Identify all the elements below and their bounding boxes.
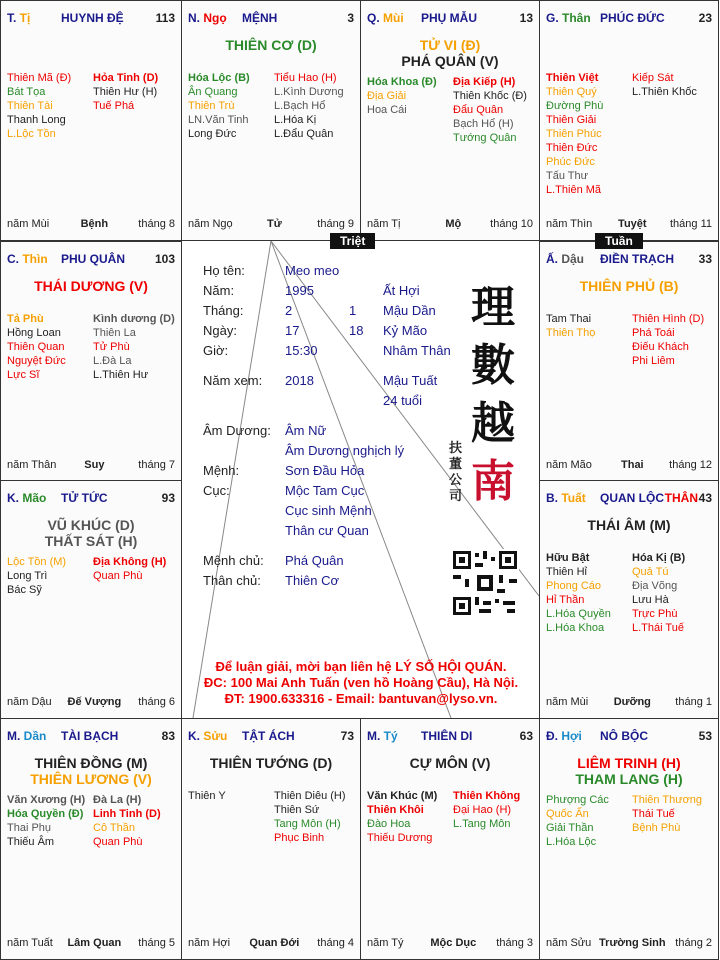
star-column-right — [453, 75, 527, 145]
palace-position: G. Thân — [546, 11, 591, 25]
minor-star: L.Hóa Kị — [274, 114, 317, 126]
palace-year: năm Mùi — [7, 218, 50, 230]
view-year-value: 2018 — [285, 373, 314, 388]
palace-position: Q. Mùi — [367, 11, 404, 25]
star-column-right — [93, 312, 175, 382]
minor-star: Địa Kiếp (H) — [453, 76, 516, 88]
star-column-left — [546, 551, 611, 635]
minor-star: Phi Liêm — [632, 355, 675, 367]
minor-star: L.Thiên Hư — [93, 369, 149, 381]
star-column-right — [632, 71, 697, 99]
palace-year: năm Hợi — [188, 937, 231, 949]
minor-star: Địa Không (H) — [93, 556, 167, 568]
palace-cell-than — [539, 0, 719, 241]
star-column-right — [274, 789, 346, 845]
minor-star: Thiên Phúc — [546, 128, 602, 140]
month-label: Tháng: — [203, 303, 244, 318]
main-star: THIÊN CƠ (D) — [225, 37, 317, 53]
main-star: THÁI DƯƠNG (V) — [34, 278, 148, 294]
minor-star: Thiếu Dương — [367, 832, 433, 844]
palace-footer — [546, 459, 712, 473]
palace-month: tháng 2 — [675, 937, 712, 949]
year-value: 1995 — [285, 283, 314, 298]
life-stage: Thai — [621, 459, 644, 471]
palace-footer — [7, 937, 175, 951]
life-stage: Dưỡng — [613, 696, 651, 708]
minor-star: Thanh Long — [7, 114, 66, 126]
minor-star: Thiên Hư (H) — [93, 86, 158, 98]
palace-name: NÔ BỘC — [600, 729, 648, 743]
minor-star: Tam Thai — [546, 313, 592, 325]
palace-month: tháng 6 — [138, 696, 175, 708]
lunar-month: 1 — [349, 303, 357, 318]
menh-chu-label: Mệnh chủ: — [203, 553, 264, 568]
palace-name: TỬ TỨC — [61, 491, 108, 505]
minor-star: L.Thiên Khốc — [632, 86, 697, 98]
minor-star: Long Đức — [188, 128, 237, 140]
palace-name: TẬT ÁCH — [242, 729, 295, 743]
palace-year: năm Dậu — [7, 696, 52, 708]
minor-star: Thiên Trù — [188, 100, 235, 112]
star-column-left — [7, 312, 66, 382]
palace-year: năm Tị — [367, 218, 401, 230]
center-info-panel — [181, 241, 539, 718]
minor-star: Địa Giải — [367, 90, 407, 102]
star-column-left — [188, 789, 226, 803]
palace-year: năm Tý — [367, 937, 404, 949]
minor-star: Phá Toái — [632, 327, 675, 339]
life-stage: Bệnh — [80, 218, 109, 230]
palace-name: THIÊN DI — [421, 729, 473, 743]
life-stage: Tuyệt — [618, 218, 647, 230]
minor-star: Thiên Mã (Đ) — [7, 72, 72, 84]
minor-star: Nguyệt Đức — [7, 355, 66, 367]
minor-star: Tiểu Hao (H) — [274, 72, 337, 84]
palace-name: TÀI BẠCH — [61, 729, 119, 743]
am-duong-relation: Âm Dương nghịch lý — [285, 443, 405, 458]
palace-month: tháng 5 — [138, 937, 175, 949]
palace-position: K. Sửu — [188, 729, 228, 743]
minor-star: Thiên Khốc (Đ) — [453, 90, 527, 102]
palace-header — [546, 11, 712, 25]
palace-footer — [7, 218, 175, 232]
star-column-right — [274, 71, 344, 141]
minor-star: Phong Cáo — [546, 580, 602, 592]
life-stage: Trường Sinh — [599, 937, 666, 949]
minor-star: Hóa Quyền (Đ) — [7, 808, 84, 820]
minor-star: L.Bạch Hổ — [274, 100, 326, 112]
palace-number: 103 — [154, 252, 175, 266]
life-stage: Suy — [84, 459, 105, 471]
minor-star: Thiên Sứ — [274, 804, 320, 816]
palace-cell-mui — [360, 0, 540, 241]
minor-star: Long Trì — [7, 570, 48, 582]
name-label: Họ tên: — [203, 263, 245, 278]
minor-star: Thiên Việt — [546, 72, 599, 84]
palace-name: MỆNH — [242, 11, 278, 25]
star-column-right — [632, 312, 704, 368]
palace-position: Đ. Hợi — [546, 729, 582, 743]
minor-star: Tướng Quân — [453, 132, 517, 144]
minor-star: Kình dương (D) — [93, 313, 175, 325]
palace-cell-ngo — [181, 0, 361, 241]
hour-can-chi: Nhâm Thân — [383, 343, 451, 358]
palace-footer — [7, 696, 175, 710]
minor-star: L.Hóa Lộc — [546, 836, 597, 848]
star-column-left — [367, 75, 437, 117]
age: 24 tuổi — [383, 393, 423, 408]
calligraphy-char-2: 數 — [471, 340, 515, 391]
palace-number: 13 — [519, 11, 533, 25]
minor-star: Thiên Thương — [632, 794, 703, 806]
contact-address: ĐC: 100 Mai Anh Tuấn (ven hồ Hoàng Cầu), Hà Nội. — [203, 675, 519, 690]
palace-footer — [546, 937, 712, 951]
minor-star: L.Đà La — [93, 355, 132, 367]
minor-star: Hóa Kị (B) — [632, 552, 686, 564]
palace-month: tháng 9 — [317, 218, 354, 230]
calligraphy-char-4: 南 — [471, 456, 515, 507]
life-stage: Đế Vượng — [67, 696, 122, 708]
minor-star: Thiên Thọ — [546, 327, 596, 339]
minor-star: Đào Hoa — [367, 818, 411, 830]
contact-line-1: Để luận giải, mời bạn liên hệ LÝ SỐ HỘI QUÁN. — [215, 659, 507, 674]
minor-star: Tấu Thư — [546, 170, 589, 182]
star-column-left — [7, 793, 85, 849]
calligraphy-char-3: 越 — [471, 398, 515, 449]
contact-phone-email: ĐT: 1900.633316 - Email: bantuvan@lyso.vn. — [224, 691, 498, 706]
minor-star: Kiếp Sát — [632, 72, 674, 84]
star-column-right — [93, 71, 158, 113]
minor-star: Tử Phù — [93, 341, 130, 353]
minor-star: L.Thái Tuế — [632, 622, 684, 634]
main-star: THAM LANG (H) — [575, 771, 683, 787]
palace-header — [546, 491, 712, 505]
am-duong-value: Âm Nữ — [285, 423, 327, 438]
palace-name: PHU QUÂN — [61, 252, 126, 266]
palace-footer — [7, 459, 175, 473]
palace-position: N. Ngọ — [188, 11, 227, 25]
than-chu-value: Thiên Cơ — [285, 573, 340, 588]
menh-chu-value: Phá Quân — [285, 553, 344, 568]
minor-star: Thiên Đức — [546, 142, 598, 154]
palace-number: 33 — [698, 252, 712, 266]
minor-star: Phúc Đức — [546, 156, 595, 168]
palace-footer — [546, 218, 712, 232]
minor-star: Hoa Cái — [367, 104, 407, 116]
view-year-label: Năm xem: — [203, 373, 263, 388]
palace-month: tháng 10 — [490, 218, 533, 230]
palace-name: HUYNH ĐỆ — [61, 11, 124, 25]
minor-star: Hóa Lộc (B) — [188, 72, 250, 84]
minor-star: Đà La (H) — [93, 794, 142, 806]
palace-position: K. Mão — [7, 491, 47, 505]
palace-year: năm Tuất — [7, 937, 53, 949]
minor-star: Thiên Khôi — [367, 804, 424, 816]
minor-star: Văn Khúc (M) — [367, 790, 438, 802]
side-seal-text: 扶董公司 — [449, 441, 463, 504]
minor-star: Thiên Diêu (H) — [274, 790, 346, 802]
minor-star: Hữu Bật — [546, 552, 590, 564]
main-star: THẤT SÁT (H) — [44, 533, 138, 549]
minor-star: Lộc Tồn (M) — [7, 556, 67, 568]
palace-month: tháng 12 — [669, 459, 712, 471]
palace-cell-mao — [0, 480, 182, 719]
palace-header — [7, 252, 175, 266]
minor-star: Bát Tọa — [7, 86, 46, 98]
life-stage: Tử — [266, 218, 282, 230]
minor-star: Bạch Hổ (H) — [453, 118, 514, 130]
minor-star: Quốc Ấn — [546, 808, 589, 820]
palace-cell-dan — [0, 718, 182, 960]
main-star: THIÊN PHỦ (B) — [579, 278, 679, 294]
palace-month: tháng 3 — [496, 937, 533, 949]
minor-star: Đường Phù — [546, 100, 604, 112]
star-column-right — [453, 789, 520, 831]
palace-month: tháng 11 — [669, 218, 712, 230]
palace-cell-ty — [360, 718, 540, 960]
palace-cell-hoi — [539, 718, 719, 960]
calligraphy-char-1: 理 — [471, 282, 515, 333]
qr-code-icon — [451, 549, 519, 617]
menh-value: Sơn Đầu Hỏa — [285, 463, 365, 478]
minor-star: L.Thiên Mã — [546, 184, 602, 196]
palace-number: 63 — [519, 729, 533, 743]
minor-star: Đẩu Quân — [453, 104, 504, 116]
hour-value: 15:30 — [285, 343, 318, 358]
palace-number: 3 — [347, 11, 354, 25]
palace-cell-thin — [0, 241, 182, 482]
minor-star: Quan Phù — [93, 570, 143, 582]
palace-position: C. Thìn — [7, 252, 48, 266]
life-stage: Mộ — [445, 218, 462, 230]
palace-cell-tuat — [539, 480, 719, 719]
minor-star: Quả Tú — [632, 566, 669, 578]
palace-footer — [546, 696, 712, 710]
minor-star: Thiên Quý — [546, 86, 597, 98]
minor-star: Văn Xương (H) — [7, 794, 86, 806]
minor-star: Hỏa Tinh (D) — [93, 72, 159, 84]
main-star: CỰ MÔN (V) — [409, 755, 491, 771]
palace-number: 83 — [161, 729, 175, 743]
palace-year: năm Mùi — [546, 696, 589, 708]
minor-star: Thiên Quan — [7, 341, 65, 353]
palace-header — [546, 252, 712, 266]
minor-star: Tuế Phá — [93, 100, 135, 112]
star-column-left — [546, 71, 603, 197]
main-star: THÁI ÂM (M) — [587, 517, 671, 533]
than-marker: THÂN — [664, 491, 698, 505]
palace-number: 73 — [340, 729, 354, 743]
name-value: Meo meo — [285, 263, 340, 278]
palace-header — [7, 11, 175, 25]
menh-label: Mệnh: — [203, 463, 240, 478]
palace-footer — [188, 937, 354, 951]
palace-header — [188, 729, 354, 743]
minor-star: Trực Phù — [632, 608, 678, 620]
palace-year: năm Thân — [7, 459, 57, 471]
star-column-right — [93, 793, 161, 849]
palace-footer — [188, 218, 354, 232]
palace-year: năm Sửu — [546, 937, 592, 949]
minor-star: L.Hóa Khoa — [546, 622, 605, 634]
palace-header — [7, 729, 175, 743]
month-value: 2 — [285, 303, 293, 318]
palace-month: tháng 1 — [675, 696, 712, 708]
minor-star: Hóa Khoa (Đ) — [367, 76, 437, 88]
minor-star: L.Lộc Tồn — [7, 128, 56, 140]
life-stage: Quan Đới — [249, 937, 300, 949]
minor-star: Thiên Giải — [546, 114, 597, 126]
palace-position: T. Tị — [7, 11, 31, 25]
minor-star: Cô Thần — [93, 822, 135, 834]
minor-star: Thiếu Âm — [7, 836, 55, 848]
star-column-left — [7, 71, 71, 141]
day-can-chi: Kỷ Mão — [383, 323, 428, 338]
palace-header — [367, 11, 533, 25]
palace-number: 93 — [161, 491, 175, 505]
tag-triet: Triệt — [330, 233, 375, 249]
minor-star: L.Kình Dương — [274, 86, 344, 98]
palace-number: 53 — [698, 729, 712, 743]
palace-header — [7, 491, 175, 505]
minor-star: Thái Tuế — [632, 808, 675, 820]
palace-header — [367, 729, 533, 743]
palace-year: năm Thìn — [546, 218, 593, 230]
main-star: THIÊN ĐỒNG (M) — [34, 755, 148, 771]
main-star: VŨ KHÚC (D) — [47, 517, 135, 533]
palace-month: tháng 8 — [138, 218, 175, 230]
palace-cell-dau — [539, 241, 719, 482]
main-star: THIÊN TƯỚNG (D) — [209, 755, 333, 771]
minor-star: Hồng Loan — [7, 327, 61, 339]
palace-name: PHÚC ĐỨC — [600, 11, 665, 25]
cuc-value: Mộc Tam Cục — [285, 483, 365, 498]
palace-name: PHỤ MẪU — [421, 11, 477, 25]
palace-header — [546, 729, 712, 743]
palace-position: M. Dần — [7, 729, 47, 743]
palace-cell-suu — [181, 718, 361, 960]
main-star: THIÊN LƯƠNG (V) — [30, 771, 152, 787]
star-column-left — [546, 312, 595, 340]
am-duong-label: Âm Dương: — [203, 423, 271, 438]
palace-year: năm Mão — [546, 459, 592, 471]
minor-star: Bác Sỹ — [7, 584, 42, 596]
palace-number: 113 — [155, 11, 175, 25]
lunar-day: 18 — [349, 323, 364, 338]
minor-star: Thai Phụ — [7, 822, 52, 834]
cuc-relation: Cục sinh Mệnh — [285, 503, 372, 518]
day-value: 17 — [285, 323, 300, 338]
life-stage: Lâm Quan — [67, 937, 122, 949]
than-chu-label: Thân chủ: — [203, 573, 261, 588]
palace-position: Ấ. Dậu — [546, 252, 585, 266]
day-label: Ngày: — [203, 323, 237, 338]
minor-star: Thiên Hình (D) — [632, 313, 705, 325]
minor-star: Bệnh Phù — [632, 822, 681, 834]
life-stage: Mộc Dục — [430, 937, 477, 949]
minor-star: Thiên Không — [453, 790, 521, 802]
minor-star: Phượng Các — [546, 794, 609, 806]
main-star: TỬ VI (Đ) — [419, 37, 481, 53]
minor-star: Ân Quang — [188, 86, 238, 98]
palace-footer — [367, 937, 533, 951]
minor-star: LN.Văn Tinh — [188, 114, 249, 126]
minor-star: Địa Võng — [632, 580, 678, 592]
minor-star: L.Tang Môn — [453, 818, 511, 830]
star-column-left — [7, 555, 66, 597]
star-column-right — [632, 551, 685, 635]
palace-footer — [367, 218, 533, 232]
minor-star: Giải Thần — [546, 822, 594, 834]
palace-name: ĐIỀN TRẠCH — [600, 252, 674, 266]
palace-year: năm Ngọ — [188, 218, 233, 230]
minor-star: Linh Tinh (D) — [93, 808, 161, 820]
minor-star: Tả Phù — [7, 313, 44, 325]
hour-label: Giờ: — [203, 343, 229, 358]
star-column-left — [367, 789, 437, 845]
than-position: Thân cư Quan — [285, 523, 369, 538]
palace-cell-ti — [0, 0, 182, 241]
minor-star: Lưu Hà — [632, 594, 669, 606]
minor-star: Phục Binh — [274, 832, 325, 844]
palace-header — [188, 11, 354, 25]
minor-star: Quan Phù — [93, 836, 143, 848]
year-label: Năm: — [203, 283, 235, 298]
palace-number: 23 — [698, 11, 712, 25]
minor-star: Tang Môn (H) — [274, 818, 341, 830]
main-star: PHÁ QUÂN (V) — [401, 53, 499, 69]
minor-star: Thiên Y — [188, 790, 226, 802]
month-can-chi: Mậu Dần — [383, 303, 436, 318]
star-column-left — [188, 71, 250, 141]
view-year-can-chi: Mậu Tuất — [383, 373, 438, 388]
star-column-right — [632, 793, 702, 835]
star-column-right — [93, 555, 166, 583]
minor-star: L.Đẩu Quân — [274, 128, 334, 140]
year-can-chi: Ất Hợi — [383, 283, 420, 298]
palace-number: 43 — [698, 491, 712, 505]
palace-month: tháng 4 — [317, 937, 354, 949]
palace-position: B. Tuất — [546, 491, 586, 505]
minor-star: Thiên Hỉ — [546, 566, 587, 578]
star-column-left — [546, 793, 609, 849]
tag-tuan: Tuần — [595, 233, 643, 249]
minor-star: Lực Sĩ — [7, 369, 40, 381]
minor-star: Thiên La — [93, 327, 136, 339]
palace-month: tháng 7 — [138, 459, 175, 471]
minor-star: Hỉ Thần — [546, 594, 585, 606]
palace-position: M. Tý — [367, 729, 398, 743]
palace-name: QUAN LỘC — [600, 491, 664, 505]
minor-star: Điếu Khách — [632, 341, 689, 353]
main-star: LIÊM TRINH (H) — [577, 755, 681, 771]
cuc-label: Cục: — [203, 483, 230, 498]
minor-star: Thiên Tài — [7, 100, 53, 112]
minor-star: Đại Hao (H) — [453, 804, 512, 816]
minor-star: L.Hóa Quyền — [546, 608, 611, 620]
